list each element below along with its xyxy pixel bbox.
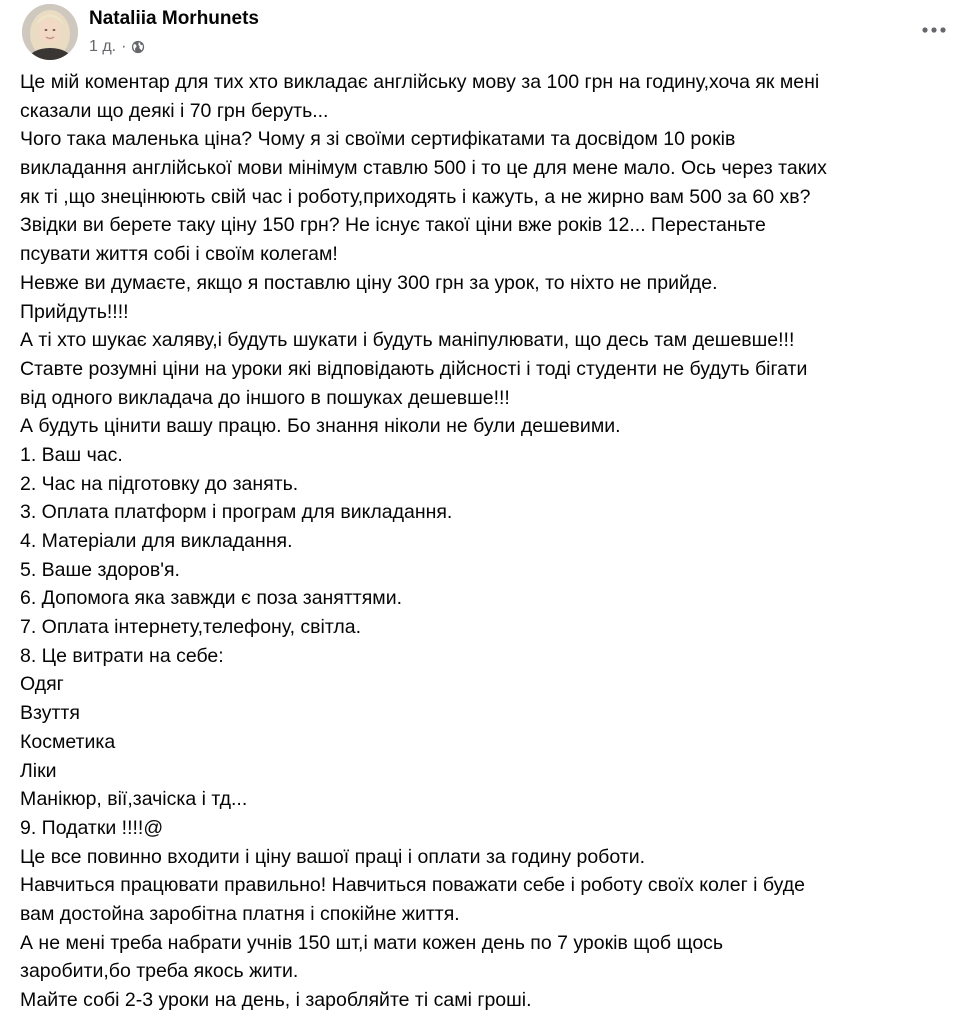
post-text-line: 8. Це витрати на себе:	[20, 644, 224, 667]
post-text-line: Навчиться працювати правильно! Навчиться поважати себе і роботу своїх колег і буде	[20, 874, 805, 897]
post-text-line: А ті хто шукає халяву,і будуть шукати і будуть маніпулювати, що десь там дешевше!!!	[20, 329, 795, 352]
post-text-line: псувати життя собі і своїм колегам!	[20, 243, 338, 266]
post-text-line: 1. Ваш час.	[20, 443, 123, 466]
post-text-line: 2. Час на підготовку до занять.	[20, 472, 299, 495]
post-text-line: від одного викладача до іншого в пошуках дешевше!!!	[20, 386, 510, 409]
more-dots-icon	[921, 26, 947, 34]
more-options-button[interactable]	[916, 16, 952, 44]
post-text-line: як ті ,що знецінюють свій час і роботу,приходять і кажуть, а не жирно вам 500 за 60 хв?	[20, 185, 811, 208]
post-text-line: 7. Оплата інтернету,телефону, світла.	[20, 616, 362, 639]
post-text-line: 4. Матеріали для викладання.	[20, 530, 293, 552]
post-text-line: Взуття	[20, 702, 80, 725]
post-meta	[89, 37, 145, 57]
post-text-line: заробити,бо треба якось жити.	[20, 960, 299, 983]
post-text-line: Невже ви думаєте, якщо я поставлю ціну 300 грн за урок, то ніхто не прийде.	[20, 271, 718, 294]
post-text-line: 9. Податки !!!!@	[20, 816, 164, 839]
post-text-line: 3. Оплата платформ і програм для викладання.	[20, 501, 453, 524]
post-text-line: А будуть цінити вашу працю. Бо знання ніколи не були дешевими.	[20, 415, 621, 438]
post-text-line: Ставте розумні ціни на уроки які відповідають дійсності і тоді студенти не будуть бігати	[20, 357, 808, 380]
post-text-line: Прийдуть!!!!	[20, 300, 129, 323]
globe-icon[interactable]	[131, 40, 145, 54]
meta-separator: ·	[121, 38, 127, 55]
post-text-line: 5. Ваше здоров'я.	[20, 558, 180, 581]
post-text-line: викладання англійської мови мінімум ставлю 500 і то це для мене мало. Ось через таких	[20, 157, 827, 180]
post-text-line: Манікюр, вії,зачіска і тд...	[20, 788, 248, 811]
post-text-line: Косметика	[20, 730, 116, 753]
post-text-line: сказали що деякі і 70 грн беруть...	[20, 99, 329, 122]
post-timestamp[interactable]: 1 д.	[89, 38, 117, 55]
post-text-line: Одяг	[20, 673, 64, 696]
author-name[interactable]: Nataliia Morhunets	[89, 8, 259, 29]
author-avatar[interactable]	[22, 4, 78, 60]
avatar-image	[22, 4, 78, 60]
post-text-line: Майте собі 2-3 уроки на день, і заробляйте ті самі гроші.	[20, 989, 532, 1011]
post-text-line: Це все повинно входити і ціну вашої праці і оплати за годину роботи.	[20, 845, 645, 868]
post-text-line: Це мій коментар для тих хто викладає англійську мову за 100 грн на годину,хоча як мені	[20, 71, 820, 93]
post-text-line: А не мені треба набрати учнів 150 шт,і мати кожен день по 7 уроків щоб щось	[20, 931, 724, 954]
post-text-line: вам достойна заробітна платня і спокійне життя.	[20, 902, 460, 925]
post-text-line: Ліки	[20, 759, 57, 782]
post-text-line: 6. Допомога яка завжди є поза заняттями.	[20, 587, 403, 610]
post-text	[20, 68, 955, 1015]
post-text-line: Чого така маленька ціна? Чому я зі своїми сертифікатами та досвідом 10 років	[20, 128, 736, 151]
post-text-line: Звідки ви берете таку ціну 150 грн? Не існує такої ціни вже років 12... Перестаньте	[20, 214, 766, 237]
post-header	[22, 4, 952, 60]
